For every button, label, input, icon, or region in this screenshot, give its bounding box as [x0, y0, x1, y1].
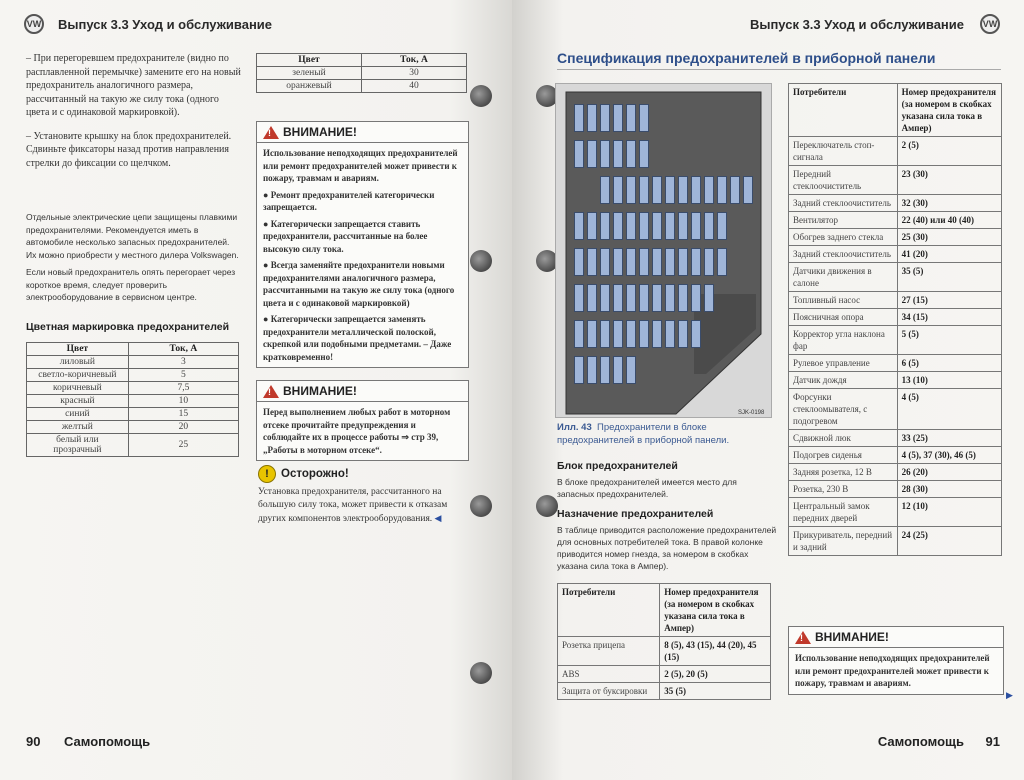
fuse	[574, 104, 584, 132]
table-row: Форсунки стеклоомывателя, с подогревом 4 (5)	[789, 389, 1002, 430]
warning-icon: !	[795, 631, 811, 644]
warning-icon: !	[263, 385, 279, 398]
fuse	[639, 176, 649, 204]
fuse	[691, 284, 701, 312]
fuse	[600, 104, 610, 132]
fuse	[652, 284, 662, 312]
table-row: Подогрев сиденья 4 (5), 37 (30), 46 (5)	[789, 447, 1002, 464]
fuse	[626, 176, 636, 204]
fuse	[665, 320, 675, 348]
fuse	[717, 248, 727, 276]
fuse	[639, 320, 649, 348]
fuse	[652, 248, 662, 276]
table-row: Защита от буксировки 35 (5)	[558, 683, 771, 700]
fuse	[639, 248, 649, 276]
consumer-table-large: Потребители Номер предохранителя (за номером в скобках указана сила тока в Ампер) Переключатель стоп-сигнала 2 (5) Передний стеклоочиститель 23 (30) Задний стеклоочиститель 32 (30) Вентилятор 22 (40) или 40 (40) Обогрев заднего стекла 25 (30) Задний стеклоочиститель 41 (20) Датчики движения в салоне 35 (5) Топливный насос 27 (15) Поясничная опора 34 (15) Корректор угла наклона фар 5 (5) Рулевое управление 6 (5) Датчик дождя 13 (10) Форсунки стеклоомывателя, с подогревом 4 (5) Сдвижной люк 33 (25) Подогрев сиденья 4 (5), 37 (30), 46 (5) Задняя розетка, 12 В 26 (20) Розетка, 230 В 28 (30) Центральный замок передних дверей 12 (10) Прикуриватель, передний и задний 24 (25)	[788, 83, 1002, 556]
fuse-box-figure	[555, 83, 772, 418]
table-row: лиловый 3	[27, 356, 239, 369]
step-cover: – Установите крышку на блок предохранителей. Сдвиньте фиксаторы назад против направления стрелки до фиксации со щелчком.	[26, 130, 232, 169]
fuse	[678, 284, 688, 312]
info-1: Отдельные электрические цепи защищены плавкими предохранителями. Рекомендуется иметь в автомобиле несколько запасных предохранителей. Их можно приобрести у местного дилера Volkswagen.	[26, 212, 239, 260]
fuse	[574, 212, 584, 240]
page-title: Спецификация предохранителей в приборной панели	[557, 50, 936, 66]
fuse	[639, 212, 649, 240]
vw-logo-icon: VW	[980, 14, 1000, 34]
table-row: белый или прозрачный 25	[27, 434, 239, 457]
fuse	[613, 248, 623, 276]
caution-heading: ! Осторожно!	[258, 465, 349, 483]
fuse	[704, 176, 714, 204]
fuse	[678, 212, 688, 240]
binder-hole	[470, 85, 492, 107]
fuse	[613, 176, 623, 204]
figure-code: SJK-0198	[738, 410, 765, 416]
fuse	[574, 320, 584, 348]
step-replace: – При перегоревшем предохранителе (видно по расплавленной перемычке) замените его на новый предохранитель аналогичного размера, рассчитанный на такую же силу тока (одного цвета и с одинаковой маркировкой).	[26, 53, 241, 118]
fuse	[626, 356, 636, 384]
right-header: Выпуск 3.3 Уход и обслуживание	[749, 17, 964, 32]
binder-hole	[470, 662, 492, 684]
fuse	[626, 104, 636, 132]
table-row: желтый 20	[27, 421, 239, 434]
table-row: оранжевый 40	[257, 80, 467, 93]
fuse	[626, 284, 636, 312]
fuse	[600, 212, 610, 240]
table-row: Центральный замок передних дверей 12 (10)	[789, 498, 1002, 527]
fuse	[652, 176, 662, 204]
consumer-table-small: Потребители Номер предохранителя (за номером в скобках указана сила тока в Ампер) Розетка прицепа 8 (5), 43 (15), 44 (20), 45 (15) ABS 2 (5), 20 (5) Защита от буксировки 35 (5)	[557, 583, 771, 700]
fuse	[600, 284, 610, 312]
fuse	[587, 212, 597, 240]
left-steps	[26, 52, 244, 180]
fuse	[730, 176, 740, 204]
fuse	[704, 284, 714, 312]
table-row: Поясничная опора 34 (15)	[789, 309, 1002, 326]
fuse	[600, 320, 610, 348]
fuse	[587, 284, 597, 312]
fuse	[587, 356, 597, 384]
assign-text: В таблице приводится расположение предохранителей для основных потребителей тока. В правой колонке приводится номер гнезда, за номером в скобках указана сила тока в Ампер).	[557, 525, 777, 571]
fuse	[600, 176, 610, 204]
table-row: красный 10	[27, 395, 239, 408]
warning-box-2: ! ВНИМАНИЕ! Перед выполнением любых работ в моторном отсеке прочитайте предупреждения и соблюдайте их в процессе работы ⇒ стр 39, „Работы в моторном отсеке“.	[256, 380, 469, 461]
fuse	[613, 284, 623, 312]
table-row: зеленый 30	[257, 67, 467, 80]
binder-hole	[470, 250, 492, 272]
table-row: Задняя розетка, 12 В 26 (20)	[789, 464, 1002, 481]
fuse	[626, 320, 636, 348]
fuse	[691, 176, 701, 204]
fuse	[678, 248, 688, 276]
table-row: синий 15	[27, 408, 239, 421]
fuse	[665, 176, 675, 204]
left-info	[26, 211, 241, 314]
footer-right: Самопомощь	[877, 734, 964, 749]
title-divider	[557, 69, 1001, 70]
table-row: Корректор угла наклона фар 5 (5)	[789, 326, 1002, 355]
fuse	[600, 248, 610, 276]
caution-text: Установка предохранителя, рассчитанного на большую силу тока, может привести к отказам других компонентов электрооборудования. ◀	[258, 487, 448, 524]
fuse	[639, 104, 649, 132]
fuse	[652, 212, 662, 240]
fuse	[626, 212, 636, 240]
table-row: Розетка, 230 В 28 (30)	[789, 481, 1002, 498]
table-row: Переключатель стоп-сигнала 2 (5)	[789, 137, 1002, 166]
block-title: Блок предохранителей	[557, 460, 678, 472]
vw-logo-icon: VW	[24, 14, 44, 34]
fuse	[639, 284, 649, 312]
fuse	[626, 248, 636, 276]
continue-arrow-icon: ▶	[1006, 690, 1013, 700]
fuse	[587, 248, 597, 276]
fuse	[665, 212, 675, 240]
fuse	[626, 140, 636, 168]
info-2: Если новый предохранитель опять перегорает через короткое время, следует проверить электрооборудование в сервисном центре.	[26, 267, 236, 302]
fuse	[587, 104, 597, 132]
table-row: Топливный насос 27 (15)	[789, 292, 1002, 309]
assign-title: Назначение предохранителей	[557, 508, 714, 520]
table-row: Обогрев заднего стекла 25 (30)	[789, 229, 1002, 246]
fuse	[574, 284, 584, 312]
footer-left: Самопомощь	[64, 734, 151, 749]
fuse	[574, 356, 584, 384]
fuse	[665, 284, 675, 312]
caution-icon: !	[258, 465, 276, 483]
warning-box-1: ! ВНИМАНИЕ! Использование неподходящих предохранителей или ремонт предохранителей может привести к пожару, травмам и авариям. ● Ремонт предохранителей категорически запрещается. ● Категорически запрещается ставить предохранители, рассчитанные на более высокую силу тока. ● Всегда заменяйте предохранители новыми предохранителями аналогичного размера, рассчитанными на такую же силу тока (одного цвета и с одинаковой маркировкой) ● Категорически запрещается заменять предохранители металлической полоской, скрепкой или подобными предметами. – Даже кратковременно!	[256, 121, 469, 368]
fuse	[691, 248, 701, 276]
fuse	[574, 248, 584, 276]
fuse	[678, 320, 688, 348]
page-number-left: 90	[26, 734, 41, 749]
table-row: Задний стеклоочиститель 41 (20)	[789, 246, 1002, 263]
fuse	[613, 104, 623, 132]
table-row: ABS 2 (5), 20 (5)	[558, 666, 771, 683]
fuse	[639, 140, 649, 168]
fuse	[613, 140, 623, 168]
table-row: Задний стеклоочиститель 32 (30)	[789, 195, 1002, 212]
table-row: Передний стеклоочиститель 23 (30)	[789, 166, 1002, 195]
warning-icon: !	[263, 126, 279, 139]
binder-hole	[536, 495, 558, 517]
fuse	[587, 140, 597, 168]
fuse	[704, 212, 714, 240]
fuse	[691, 320, 701, 348]
page-number-right: 91	[985, 734, 1000, 749]
table-row: Вентилятор 22 (40) или 40 (40)	[789, 212, 1002, 229]
table-row: Розетка прицепа 8 (5), 43 (15), 44 (20), 45 (15)	[558, 637, 771, 666]
figure-caption: Илл. 43 Предохранители в блоке предохранителей в приборной панели.	[557, 422, 730, 446]
table-row: Прикуриватель, передний и задний 24 (25)	[789, 527, 1002, 556]
fuse	[704, 248, 714, 276]
table-row: Датчики движения в салоне 35 (5)	[789, 263, 1002, 292]
table-row: Рулевое управление 6 (5)	[789, 355, 1002, 372]
warning-box-right: ! ВНИМАНИЕ! Использование неподходящих предохранителей или ремонт предохранителей может привести к пожару, травмам и авариям.	[788, 626, 1004, 695]
fuse	[574, 140, 584, 168]
table-row: Датчик дождя 13 (10)	[789, 372, 1002, 389]
fuse	[613, 320, 623, 348]
table-row: светло-коричневый 5	[27, 369, 239, 382]
fuse	[600, 140, 610, 168]
table-row: коричневый 7,5	[27, 382, 239, 395]
color-table: Цвет Ток, А лиловый 3 светло-коричневый 5 коричневый 7,5 красный 10 синий 15 желтый 20 белый или прозрачный 25	[26, 342, 239, 457]
fuse	[665, 248, 675, 276]
fuse	[613, 356, 623, 384]
fuse	[652, 320, 662, 348]
color-table-title: Цветная маркировка предохранителей	[26, 321, 230, 333]
binder-hole	[470, 495, 492, 517]
fuse	[717, 176, 727, 204]
fuse	[743, 176, 753, 204]
left-header: Выпуск 3.3 Уход и обслуживание	[58, 17, 273, 32]
color-table-continued: Цвет Ток, А зеленый 30 оранжевый 40	[256, 53, 467, 93]
block-text: В блоке предохранителей имеется место для запасных предохранителей.	[557, 477, 737, 499]
fuse	[600, 356, 610, 384]
fuse	[678, 176, 688, 204]
fuse	[613, 212, 623, 240]
fuse	[717, 212, 727, 240]
fuse	[691, 212, 701, 240]
table-row: Сдвижной люк 33 (25)	[789, 430, 1002, 447]
fuse	[587, 320, 597, 348]
